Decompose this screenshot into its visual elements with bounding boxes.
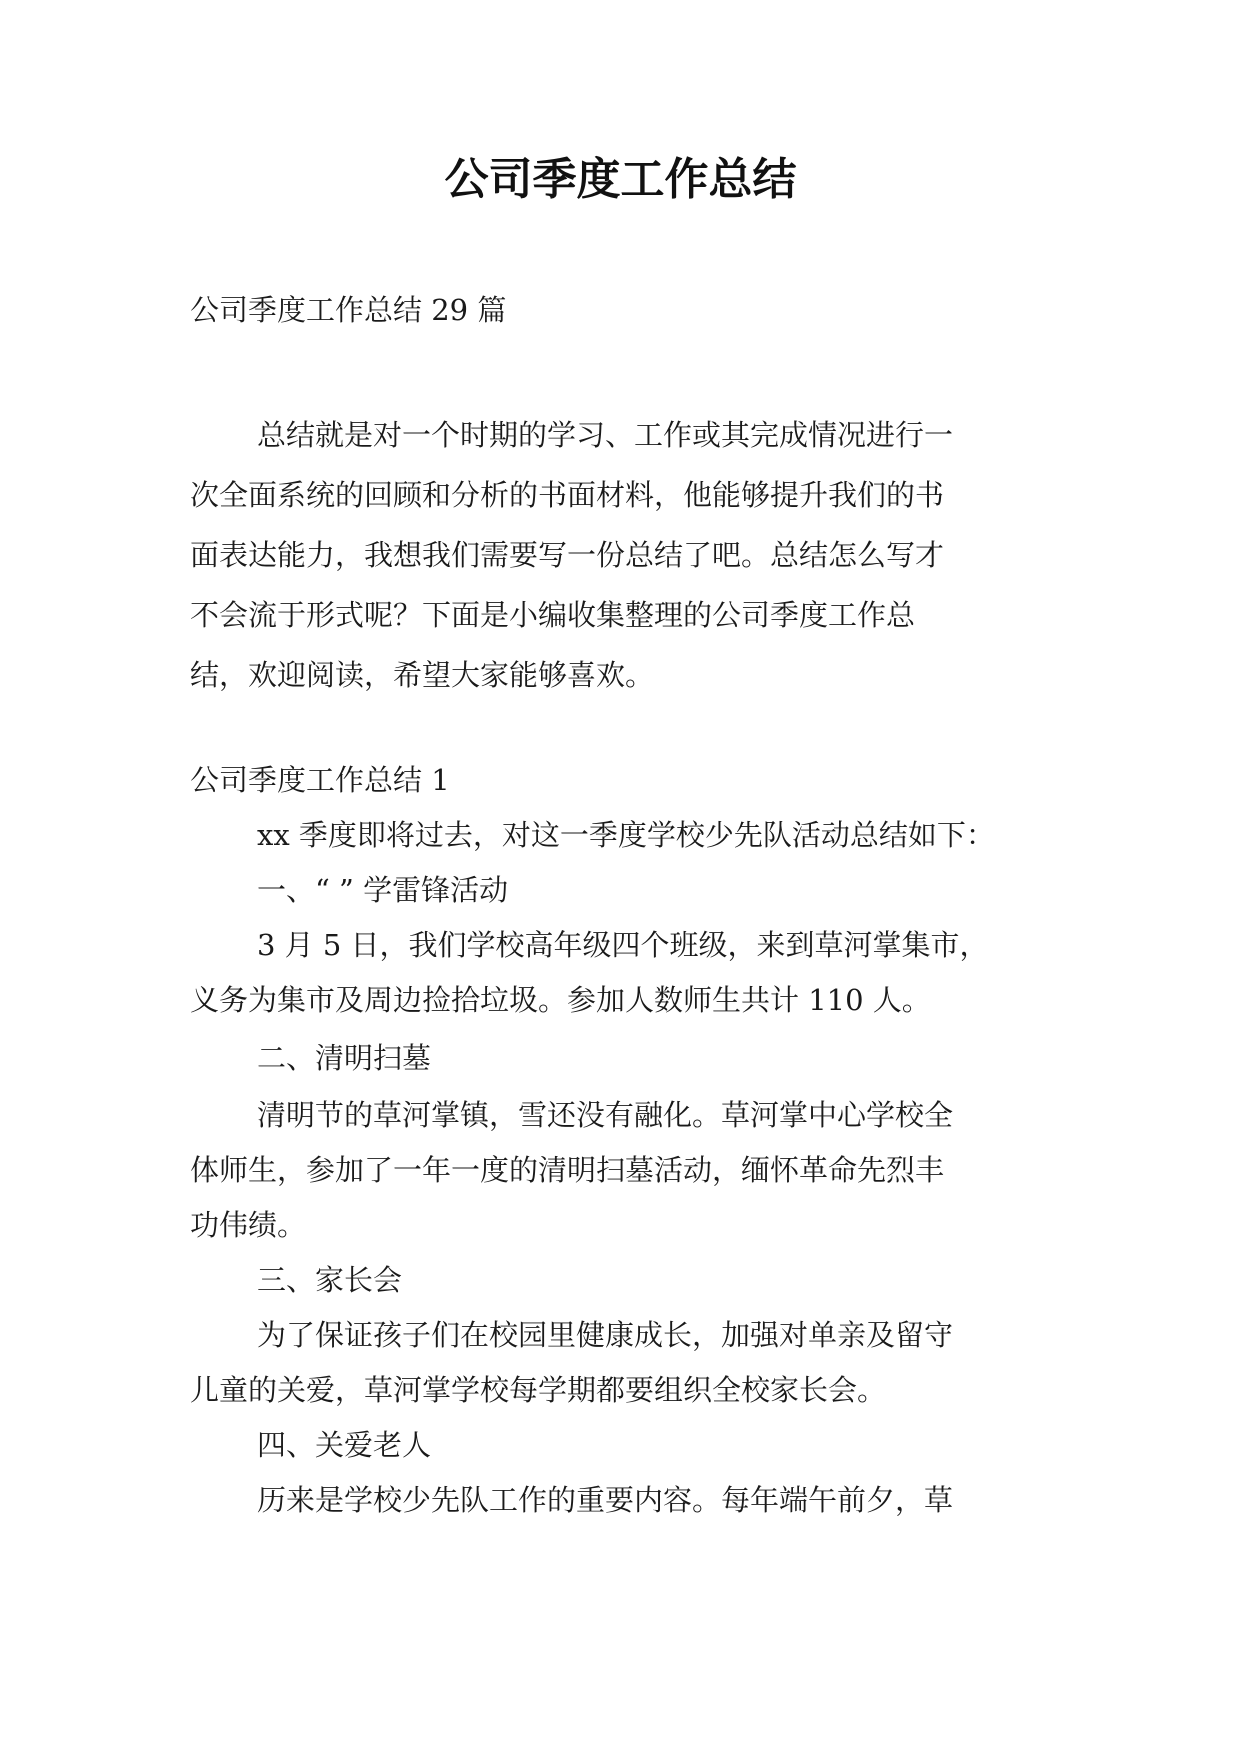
intro-paragraph [190,405,1060,705]
document-title: 公司季度工作总结 [444,154,797,205]
intro-line: 总结就是对一个时期的学习、工作或其完成情况进行一 [257,418,954,452]
intro-line: 不会流于形式呢？下面是小编收集整理的公司季度工作总 [190,598,916,632]
body-line: 体师生，参加了一年一度的清明扫墓活动，缅怀革命先烈丰 [190,1153,945,1187]
body-line: 为了保证孩子们在校园里健康成长，加强对单亲及留守 [257,1318,954,1352]
subheading-line: 一、“ ” 学雷锋活动 [257,873,509,907]
body-line: 清明节的草河掌镇，雪还没有融化。草河掌中心学校全 [257,1098,954,1132]
body-line: 历来是学校少先队工作的重要内容。每年端午前夕，草 [257,1483,954,1517]
body-line: 功伟绩。 [190,1208,307,1242]
intro-line: 结，欢迎阅读，希望大家能够喜欢。 [190,658,655,692]
body-line: 义务为集市及周边捡拾垃圾。参加人数师生共计 110 人。 [190,983,931,1017]
document-subtitle: 公司季度工作总结 29 篇 [190,293,507,327]
body-line: xx 季度即将过去，对这一季度学校少先队活动总结如下： [257,818,995,852]
subheading-line: 二、清明扫墓 [257,1041,432,1075]
body-line: 儿童的关爱，草河掌学校每学期都要组织全校家长会。 [190,1373,887,1407]
subheading-line: 三、家长会 [257,1263,403,1297]
intro-line: 面表达能力，我想我们需要写一份总结了吧。总结怎么写才 [190,538,945,572]
intro-line: 次全面系统的回顾和分析的书面材料，他能够提升我们的书 [190,478,945,512]
body-line: 3 月 5 日，我们学校高年级四个班级，来到草河掌集市， [257,928,989,962]
section-heading: 公司季度工作总结 1 [190,763,450,797]
subheading-line: 四、关爱老人 [257,1428,432,1462]
